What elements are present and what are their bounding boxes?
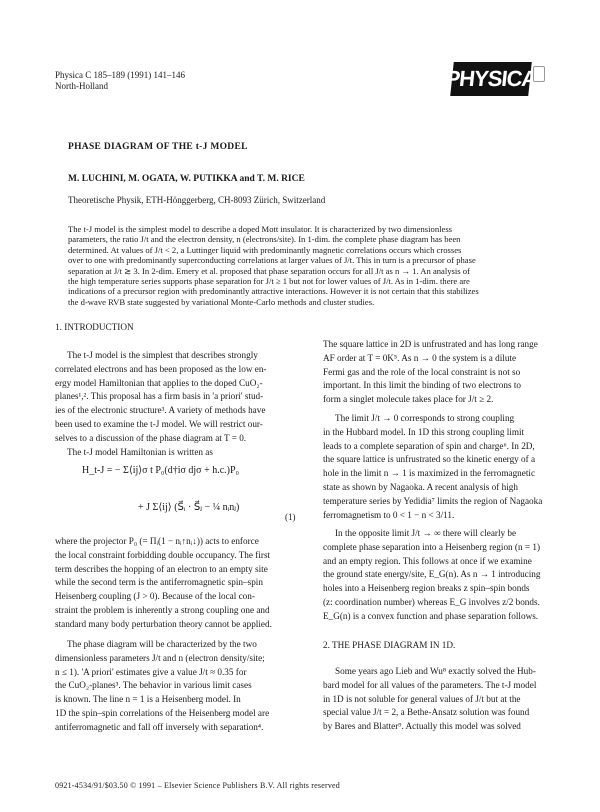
- right-paragraph-3: [323, 527, 553, 624]
- text-line: The t-J model is the simplest that describes strongly: [67, 350, 258, 360]
- intro-paragraph-3: [55, 535, 307, 632]
- text-line: dimensionless parameters J/t and n (electron density/site;: [55, 652, 265, 663]
- text-line: term describes the hopping of an electron to an empty site: [55, 563, 268, 574]
- text-line: Fermi gas and the role of the local constraint is not so: [323, 366, 521, 377]
- abstract-line: the high temperature series supports phase separation for J/t ≥ 1 but not for lower values of J/t. As in 1-dim. there are: [68, 276, 470, 287]
- text-line: in the Hubbard model. In 1D this strong coupling limit: [323, 426, 525, 437]
- text-line: AF order at T = 0K⁵. As n → 0 the system is a dilute: [323, 352, 517, 363]
- text-line: straint the problem is inherently a strong coupling one and: [55, 604, 270, 615]
- journal-header: [55, 70, 185, 92]
- section-heading-introduction: 1. INTRODUCTION: [55, 322, 134, 332]
- abstract-line: separation at J/t ≳ 3. In 2-dim. Emery et al. proposed that phase separation occurs for all J/t as n → 1. An analysis of: [68, 265, 470, 276]
- abstract-line: indications of a precursor region with predominantly attractive interactions. However it is not certain that this stabilizes: [68, 286, 479, 297]
- section-heading-phase-diagram-1d: 2. THE PHASE DIAGRAM IN 1D.: [323, 640, 456, 650]
- text-line: the local constraint forbidding double occupancy. The first: [55, 549, 271, 560]
- journal-citation: Physica C 185–189 (1991) 141–146: [55, 70, 185, 80]
- text-line: hole in the limit n → 1 is maximized in the ferromagnetic: [323, 468, 536, 479]
- text-line: the CuO₂-planes³. The behavior in various limit cases: [55, 680, 252, 691]
- text-line: n ≤ 1). 'A priori' estimates give a value J/t ≈ 0.35 for: [55, 666, 247, 677]
- text-line: (z: coordination number) whereas E_G involves z/2 bonds.: [323, 596, 540, 607]
- paper-affiliation: Theoretische Physik, ETH-Hönggerberg, CH-8093 Zürich, Switzerland: [68, 195, 326, 205]
- text-line: 1D the spin–spin correlations of the Heisenberg model are: [55, 707, 270, 718]
- text-line: Some years ago Lieb and Wu⁸ exactly solved the Hub-: [335, 666, 536, 676]
- text-line: in 1D is not soluble for general values of J/t but at the: [323, 693, 521, 704]
- text-line: The limit J/t → 0 corresponds to strong coupling: [335, 413, 515, 423]
- equation-line-1: H_t-J = − Σ⟨ij⟩σ t P₀(d†iσ djσ + h.c.)P₀: [82, 465, 240, 476]
- text-line: Heisenberg coupling (J > 0). Because of the local con-: [55, 591, 255, 602]
- text-line: while the second term is the antiferromagnetic spin–spin: [55, 577, 263, 588]
- text-line: E_G(n) is a convex function and phase separation follows.: [323, 610, 539, 621]
- text-line: state as shown by Nagaoka. A recent analysis of high: [323, 481, 518, 492]
- text-line: special value J/t = 2, a Bethe-Ansatz solution was found: [323, 707, 530, 718]
- text-line: the square lattice is unfrustrated so the kinetic energy of a: [323, 454, 536, 465]
- equation-number: (1): [285, 512, 296, 522]
- abstract-line: over to one with predominantly superconducting correlations at larger values of J/t. This in turn is a precursor of phase: [68, 255, 476, 266]
- text-line: ies of the electronic structure³. A variety of methods have: [55, 405, 266, 416]
- intro-paragraph-4: [55, 638, 307, 735]
- text-line: antiferromagnetic and fall off inversely with separation⁴.: [55, 721, 264, 732]
- text-line: complete phase separation into a Heisenberg region (n = 1): [323, 541, 541, 552]
- copyright-footer: 0921-4534/91/$03.50 © 1991 – Elsevier Science Publishers B.V. All rights reserved: [55, 781, 340, 790]
- text-line: important. In this limit the binding of two electrons to: [323, 380, 522, 391]
- right-paragraph-1: [323, 338, 553, 407]
- text-line: standard many body perturbation theory cannot be applied.: [55, 618, 272, 629]
- text-line: The phase diagram will be characterized by the two: [67, 639, 257, 649]
- logo-text: PHYSICA: [444, 66, 538, 91]
- text-line: been used to examine the t-J model. We will restrict our-: [55, 418, 263, 429]
- text-line: selves to a discussion of the phase diagram at T = 0.: [55, 432, 247, 443]
- text-line: temperature series by Yedidia⁷ limits the region of Nagaoka: [323, 495, 543, 506]
- right-paragraph-4: [323, 665, 553, 734]
- text-line: the ground state energy/site, E_G(n). As n → 1 introducing: [323, 569, 541, 580]
- abstract-line: determined. At values of J/t < 2, a Luttinger liquid with predominantly magnetic correlations occurs which crosses: [68, 244, 462, 255]
- right-paragraph-2: [323, 412, 553, 522]
- text-line: In the opposite limit J/t → ∞ there will clearly be: [335, 528, 517, 538]
- text-line: ergy model Hamiltonian that applies to the doped CuO₂-: [55, 377, 263, 388]
- abstract-line: The t-J model is the simplest model to describe a doped Mott insulator. It is characterized by two dimensionless: [68, 224, 453, 234]
- text-line: The square lattice in 2D is unfrustrated and has long range: [323, 339, 538, 349]
- text-line: is known. The line n = 1 is a Heisenberg model. In: [55, 694, 241, 705]
- text-line: and an empty region. This follows at once if we examine: [323, 555, 532, 566]
- abstract-line: parameters, the ratio J/t and the electron density, n (electrons/site). In 1-dim. the complete phase diagram has been: [68, 234, 461, 245]
- text-line: form a singlet molecule takes place for J/t ≥ 2.: [323, 394, 494, 405]
- text-line: correlated electrons and has been proposed as the low en-: [55, 363, 267, 374]
- text-line: The t-J model Hamiltonian is written as: [67, 446, 213, 457]
- text-line: bard model for all values of the parameters. The t-J model: [323, 679, 537, 690]
- text-line: ferromagnetism to 0 < 1 − n < 3/11.: [323, 509, 455, 520]
- physica-logo: [444, 62, 538, 96]
- intro-paragraph-1: [55, 349, 307, 459]
- equation-line-2: + J Σ⟨ij⟩ (S⃗ᵢ · S⃗ⱼ − ¼ nᵢnⱼ): [138, 502, 240, 513]
- abstract: [68, 224, 546, 307]
- paper-authors: M. LUCHINI, M. OGATA, W. PUTIKKA and T. M. RICE: [68, 174, 305, 184]
- abstract-line: the d-wave RVB state suggested by variational Monte-Carlo methods and cluster studies.: [68, 296, 375, 307]
- paper-title: PHASE DIAGRAM OF THE t-J MODEL: [68, 142, 248, 152]
- text-line: planes¹,². This proposal has a firm basis in 'a priori' stud-: [55, 391, 264, 402]
- text-line: where the projector P₀ (= Πᵢ(1 − nᵢ↑nᵢ↓)) acts to enforce: [55, 536, 259, 546]
- text-line: by Bares and Blatter⁹. Actually this model was solved: [323, 721, 521, 732]
- text-line: leads to a complete separation of spin and charge⁶. In 2D,: [323, 440, 535, 451]
- journal-publisher: North-Holland: [55, 81, 108, 91]
- logo-mark-icon: [533, 66, 545, 82]
- text-line: holes into a Heisenberg region breaks z spin–spin bonds: [323, 583, 530, 594]
